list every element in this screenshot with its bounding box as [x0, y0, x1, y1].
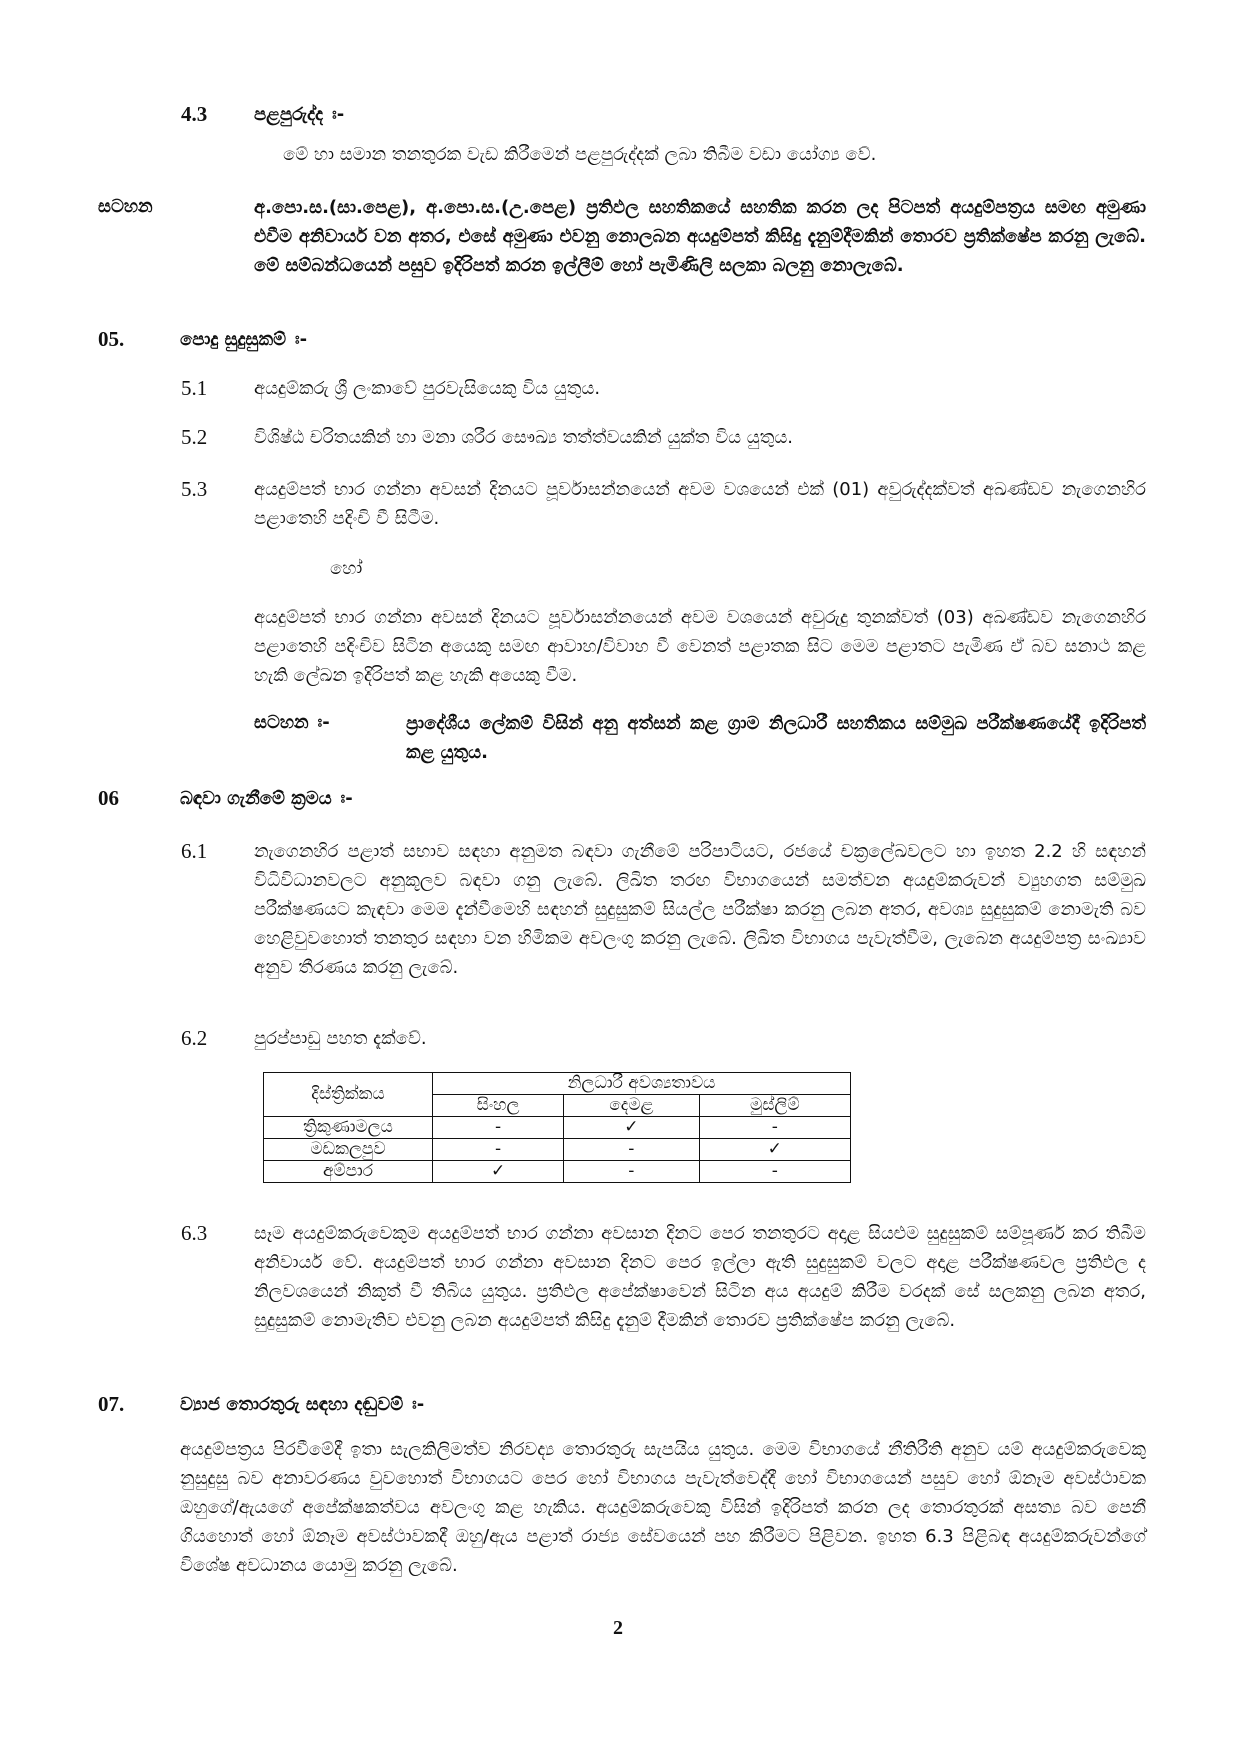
or-text: හෝ: [330, 558, 363, 579]
item-5-1-text: අයදුම්කරු ශ්‍රී ලංකාවේ පුරවැසියෙකු විය යුතුය.: [254, 378, 601, 399]
item-5-2-number: 5.2: [181, 425, 208, 449]
item-6-3-number: 6.3: [181, 1221, 208, 1245]
note-2-label: සටහන ඃ-: [254, 712, 330, 733]
check-icon: ✓: [564, 1117, 699, 1139]
item-6-3-text: සෑම අයදුම්කරුවෙකුම අයදුම්පත් භාර ගන්නා අවසාන දිනට පෙර තනතුරට අදාළ සියළුම සුදුසුකම් සම්පූර්ණ කර තිබීම අනිවාර්ය වේ. අයදුම්පත් භාර ගන්නා අවසාන දිනට පෙර ඉල්ලා ඇති සුදුසුකම් වලට අදාළ පරීක්ෂණවල ප්‍රතිඵල ද නිලවශයෙන් නිකුත් වී තිබිය යුතුය. ප්‍රතිඵල අපේක්ෂාවෙන් සිටින අය අයදුම් කිරීම වරදක් සේ සලකනු ලබන අතර, සුදුසුකම් නොමැතිව එවනු ලබන අයදුම්පත් කිසිදු දැනුම් දීමකින් තොරව ප්‍රතික්ෂේප කරනු ලැබේ.: [254, 1223, 1146, 1331]
lang-header: සිංහල: [433, 1095, 564, 1117]
requirement-header: නිලධාරී අවශ්‍යතාවය: [433, 1073, 851, 1095]
lang-header: මුස්ලිම්: [699, 1095, 850, 1117]
item-5-3-text: අයදුම්පත් භාර ගන්නා අවසන් දිනයට පූර්වාසන්නයෙන් අවම වශයෙන් එක් (01) අවුරුද්දක්වත් අඛණ්ඩව නැගෙනහිර පළාතෙහි පදිංචි වී සිටීම.: [254, 479, 1146, 529]
section-07-text: අයදුම්පත්‍රය පිරවීමේදී ඉතා සැලකිලිමත්ව නිරවද්‍ය තොරතුරු සැපයිය යුතුය. මෙම විභාගයේ නීතිරීති අනුව යම් අයදුම්කරුවෙකු නුසුදුසු බව අනාවරණය වුවහොත් විභාගයට පෙර හෝ විභාගය පැවැත්වෙද්දී හෝ විභාගයෙන් පසුව හෝ ඕනෑම අවස්ථාවක ඔහුගේ/ඇයගේ අපේක්ෂකත්වය අවලංගු කළ හැකිය. අයදුම්කරුවෙකු විසින් ඉදිරිපත් කරන ලද තොරතුරක් අසත්‍ය බව පෙනී ගියහොත් හෝ ඕනෑම අවස්ථාවකදී ඔහු/ඇය පළාත් රාජ්‍ය සේවයෙන් පහ කිරීමට පිළිවන. ඉහත 6.3 පිළිබඳ අයදුම්කරුවන්ගේ විශේෂ අවධානය යොමු කරනු ලැබේ.: [180, 1439, 1146, 1576]
district-header: දිස්ත්‍රික්කය: [264, 1073, 433, 1117]
item-6-1-number: 6.1: [181, 839, 208, 863]
note-2-text: ප්‍රාදේශීය ලේකම් විසින් අනු අත්සන් කළ ග්‍රාම නිලධාරී සහතිකය සම්මුඛ පරීක්ෂණයේදී ඉදිරිපත් කළ යුතුය.: [406, 713, 1146, 763]
note-label: සටහන: [98, 196, 153, 217]
item-6-1-text: නැගෙනහිර පළාත් සභාව සඳහා අනුමත බඳවා ගැනීමේ පරිපාටියට, රජයේ චක්‍රලේඛවලට හා ඉහත 2.2 හි සඳහන් විධිවිධානවලට අනුකූලව බඳවා ගනු ලැබේ. ලිඛිත තරඟ විභාගයෙන් සමත්වන අයදුම්කරුවන් ව්‍යුහගත සම්මුඛ පරීක්ෂණයට කැඳවා මෙම දැන්වීමෙහි සඳහන් සුදුසුකම් සියල්ල පරීක්ෂා කරනු ලබන අතර, අවශ්‍ය සුදුසුකම් නොමැති බව හෙළිවුවහොත් තනතුර සඳහා වන හිමිකම අවලංගු කරනු ලැබේ. ලිඛිත විභාගය පැවැත්වීම, ලැබෙන අයදුම්පත්‍ර සංඛ්‍යාව අනුව තීරණය කරනු ලැබේ.: [254, 841, 1146, 978]
table-cell: -: [564, 1139, 699, 1161]
item-5-2-text: විශිෂ්ඨ චරිතයකින් හා මනා ශරීර සෞඛ්‍ය තත්ත්වයකින් යුක්ත විය යුතුය.: [254, 427, 794, 448]
table-cell: -: [564, 1161, 699, 1183]
check-icon: ✓: [699, 1139, 850, 1161]
vacancy-table: [263, 1072, 851, 1183]
district-cell: ත්‍රිකුණාමලය: [264, 1117, 433, 1139]
table-row: [264, 1161, 851, 1183]
item-5-1-number: 5.1: [181, 376, 208, 400]
section-4-3-number: 4.3: [181, 102, 208, 126]
note-text: අ.පො.ස.(සා.පෙළ), අ.පො.ස.(උ.පෙළ) ප්‍රතිඵල සහතිකයේ සහතික කරන ලද පිටපත් අයදුම්පත්‍රය සමඟ අමුණා එවීම අනිවාර්ය වන අතර, එසේ අමුණා එවනු නොලබන අයදුම්පත් කිසිදු දැනුම්දීමකින් තොරව ප්‍රතික්ෂේප කරනු ලැබේ. මේ සම්බන්ධයෙන් පසුව ඉදිරිපත් කරන ඉල්ලීම් හෝ පැමිණිලි සලකා බලනු නොලැබේ.: [254, 197, 1146, 276]
section-05-number: 05.: [98, 327, 125, 351]
section-07-number: 07.: [98, 1392, 125, 1416]
section-4-3-heading: පළපුරුද්ද ඃ-: [254, 104, 345, 125]
item-6-2-number: 6.2: [181, 1026, 208, 1050]
table-row: [264, 1117, 851, 1139]
table-cell: -: [433, 1139, 564, 1161]
section-07-heading: ව්‍යාජ තොරතුරු සඳහා දඬුවම් ඃ-: [180, 1394, 425, 1415]
item-5-3-alt-text: අයදුම්පත් භාර ගන්නා අවසන් දිනයට පූර්වාසන්නයෙන් අවම වශයෙන් අවුරුදු තුනක්වත් (03) අඛණ්ඩව නැගෙනහිර පළාතෙහි පදිංචිව සිටින අයෙකු සමඟ ආවාහ/විවාහ වී වෙනත් පළාතක සිට මෙම පළාතට පැමිණ ඒ බව සනාථ කළ හැකි ලේඛන ඉදිරිපත් කළ හැකි අයෙකු වීම.: [254, 607, 1146, 686]
section-05-heading: පොදු සුදුසුකම් ඃ-: [180, 329, 308, 350]
lang-header: දෙමළ: [564, 1095, 699, 1117]
check-icon: ✓: [433, 1161, 564, 1183]
section-06-number: 06: [98, 786, 119, 810]
section-06-heading: බඳවා ගැනීමේ ක්‍රමය ඃ-: [180, 788, 353, 809]
district-cell: මඩකලපුව: [264, 1139, 433, 1161]
item-5-3-number: 5.3: [181, 477, 208, 501]
page-number: 2: [613, 1617, 623, 1639]
district-cell: අම්පාර: [264, 1161, 433, 1183]
item-6-2-text: පුරප්පාඩු පහත දැක්වේ.: [254, 1028, 427, 1049]
table-header-row: [264, 1073, 851, 1095]
table-cell: -: [433, 1117, 564, 1139]
table-cell: -: [699, 1161, 850, 1183]
table-cell: -: [699, 1117, 850, 1139]
table-row: [264, 1139, 851, 1161]
section-4-3-text: මේ හා සමාන තනතුරක වැඩ කිරීමෙන් පළපුරුද්දක් ලබා තිබීම වඩා යෝග්‍ය වේ.: [283, 144, 877, 165]
